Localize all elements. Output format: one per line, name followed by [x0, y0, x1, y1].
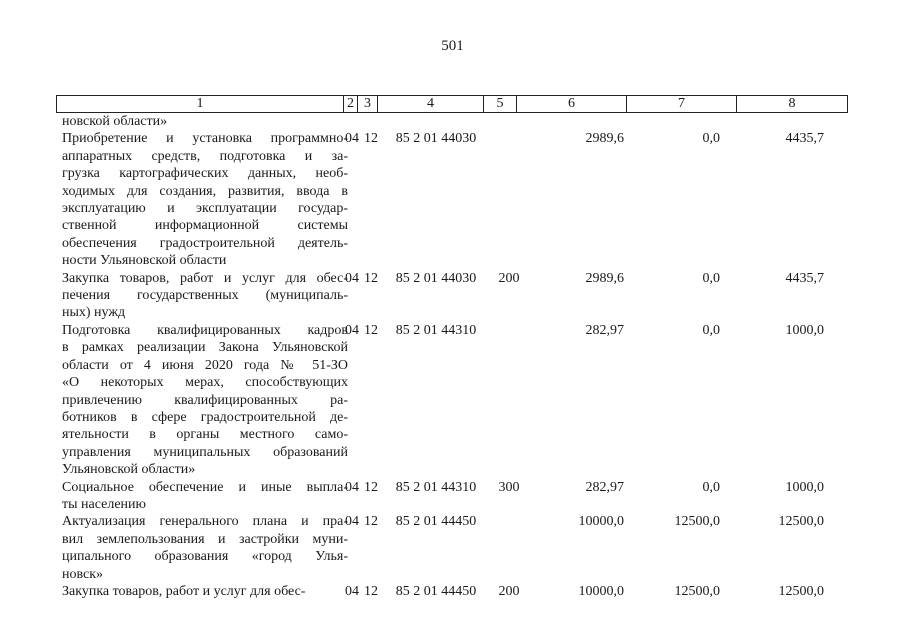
description-line: в рамках реализации Закона Ульяновской: [62, 340, 348, 356]
description-line: Закупка товаров, работ и услуг для обес-: [62, 270, 348, 286]
section-code: 04: [345, 514, 359, 530]
amount-col-6: [528, 113, 638, 130]
description-line: «О некоторых мерах, способствующих: [62, 375, 348, 391]
description-line: ты населению: [62, 496, 146, 512]
subsection-code: 12: [364, 583, 378, 599]
amount-col-6: 2989,6: [585, 270, 624, 286]
header-cell-5: 5: [484, 96, 517, 112]
amount-col-6: 10000,0: [578, 583, 624, 599]
section-code: [344, 113, 360, 130]
header-cell-4: 4: [378, 96, 484, 112]
section-code: 04: [345, 270, 359, 286]
description-line: печения государственных (муниципаль-: [62, 288, 348, 304]
expense-type: [490, 322, 528, 479]
target-article: 85 2 01 44450: [395, 583, 477, 599]
header-cell-8: 8: [788, 96, 796, 111]
table-row: [0, 479, 905, 514]
amount-col-8: 1000,0: [785, 479, 824, 495]
description-line: Приобретение и установка программно-: [62, 131, 348, 147]
amount-col-7: 0,0: [702, 270, 720, 286]
row-description: [62, 583, 348, 600]
table-row: [0, 513, 905, 583]
amount-col-7: 0,0: [702, 479, 720, 495]
table-row: [0, 322, 905, 479]
expense-type: 300: [498, 479, 520, 495]
page-number: 501: [441, 38, 464, 54]
subsection-code: 12: [364, 479, 378, 495]
amount-col-6: 2989,6: [585, 131, 624, 147]
description-line: вил землепользования и застройки муни-: [62, 531, 348, 547]
subsection-code: 12: [364, 270, 378, 286]
amount-col-6: 10000,0: [578, 514, 624, 530]
row-description: [62, 322, 348, 479]
expense-type: [490, 130, 528, 269]
header-cell-1: 1: [57, 96, 344, 112]
row-description: [62, 513, 348, 583]
row-description: [62, 479, 348, 514]
description-line: аппаратных средств, подготовка и за-: [62, 148, 348, 164]
amount-col-6: 282,97: [585, 322, 624, 338]
target-article: 85 2 01 44450: [395, 514, 477, 530]
description-line: новск»: [62, 566, 104, 582]
section-code: 04: [345, 583, 359, 599]
amount-col-8: 4435,7: [785, 131, 824, 147]
expense-type: [490, 113, 528, 130]
description-line: Социальное обеспечение и иные выпла-: [62, 479, 348, 495]
expense-type: 200: [498, 270, 520, 286]
description-line: ности Ульяновской области: [62, 253, 227, 269]
amount-col-8: 4435,7: [785, 270, 824, 286]
description-line: Актуализация генерального плана и пра-: [62, 514, 348, 530]
subsection-code: 12: [364, 322, 378, 338]
section-code: 04: [345, 479, 359, 495]
table-row: [0, 113, 905, 130]
description-line: ственной информационной системы: [62, 218, 348, 234]
target-article: [382, 113, 490, 130]
subsection-code: 12: [364, 131, 378, 147]
amount-col-8: 1000,0: [785, 322, 824, 338]
amount-col-7: 12500,0: [674, 583, 720, 599]
amount-col-7: 12500,0: [674, 514, 720, 530]
table-row: [0, 583, 905, 600]
amount-col-8: 12500,0: [778, 583, 824, 599]
table-header: [56, 95, 848, 113]
amount-col-6: 282,97: [585, 479, 624, 495]
subsection-code: [360, 113, 382, 130]
expense-type: 200: [498, 583, 520, 599]
amount-col-8: 12500,0: [778, 514, 824, 530]
description-line: грузка картографических данных, необ-: [62, 166, 348, 182]
description-line: эксплуатацию и эксплуатации государ-: [62, 201, 348, 217]
amount-col-7: [638, 113, 748, 130]
target-article: 85 2 01 44310: [395, 479, 477, 495]
section-code: 04: [345, 322, 359, 338]
amount-col-8: [748, 113, 858, 130]
header-cell-7: 7: [627, 96, 737, 112]
description-line: Закупка товаров, работ и услуг для обес-: [62, 583, 306, 599]
expense-type: [490, 513, 528, 583]
description-line: ятельности в органы местного само-: [62, 427, 348, 443]
target-article: 85 2 01 44030: [395, 131, 477, 147]
row-description: [62, 270, 348, 322]
amount-col-7: 0,0: [702, 322, 720, 338]
description-line: ципального образования «город Улья-: [62, 549, 348, 565]
target-article: 85 2 01 44310: [395, 322, 477, 338]
description-line: привлечению квалифицированных ра-: [62, 392, 348, 408]
description-line: управления муниципальных образований: [62, 444, 348, 460]
header-cell-3: 3: [358, 96, 378, 112]
header-cell-2: 2: [344, 96, 358, 112]
description-line: ботников в сфере градостроительной де-: [62, 409, 348, 425]
section-code: 04: [345, 131, 359, 147]
target-article: 85 2 01 44030: [395, 270, 477, 286]
description-line: ных) нужд: [62, 305, 126, 321]
description-line: ходимых для создания, развития, ввода в: [62, 183, 348, 199]
description-line: обеспечения градостроительной деятель-: [62, 235, 348, 251]
table-row: [0, 130, 905, 269]
subsection-code: 12: [364, 514, 378, 530]
table-body: [0, 113, 905, 600]
description-line: Подготовка квалифицированных кадров: [62, 322, 348, 338]
header-cell-6: 6: [517, 96, 627, 112]
amount-col-7: 0,0: [702, 131, 720, 147]
description-line: области от 4 июня 2020 года № 51-ЗО: [62, 357, 348, 373]
row-description: [62, 113, 348, 130]
description-line: Ульяновской области»: [62, 462, 196, 478]
description-line: новской области»: [62, 114, 168, 129]
row-description: [62, 130, 348, 269]
table-row: [0, 270, 905, 322]
